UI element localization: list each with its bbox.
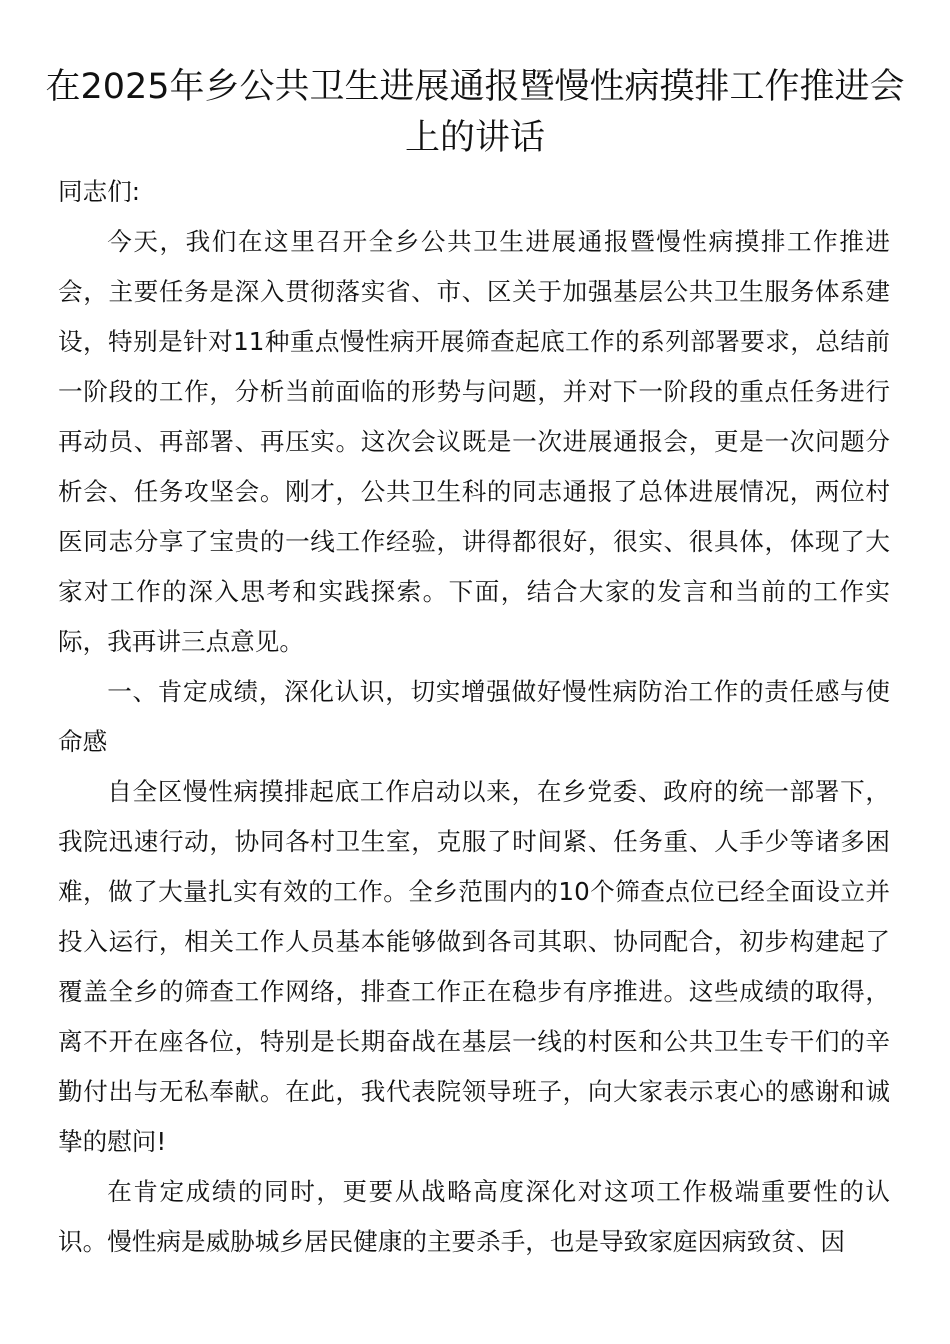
document-title: 在2025年乡公共卫生进展通报暨慢性病摸排工作推进会上的讲话 (45, 67, 905, 158)
salutation: 同志们: (58, 177, 141, 206)
paragraph-intro: 今天，我们在这里召开全乡公共卫生进展通报暨慢性病摸排工作推进会，主要任务是深入贯彻落实省、市、区关于加强基层公共卫生服务体系建设，特别是针对11种重点慢性病开展筛查起底工作的系列部署要求，总结前一阶段的工作，分析当前面临的形势与问题，并对下一阶段的重点任务进行再动员、再部署、再压实。这次会议既是一次进展通报会，更是一次问题分析会、任务攻坚会。刚才，公共卫生科的同志通报了总体进展情况，两位村医同志分享了宝贵的一线工作经验，讲得都很好，很实、很具体，体现了大家对工作的深入思考和实践探索。下面，结合大家的发言和当前的工作实际，我再讲三点意见。 (58, 227, 890, 656)
paragraph-achievements: 自全区慢性病摸排起底工作启动以来，在乡党委、政府的统一部署下，我院迅速行动，协同各村卫生室，克服了时间紧、任务重、人手少等诸多困难，做了大量扎实有效的工作。全乡范围内的10个筛查点位已经全面设立并投入运行，相关工作人员基本能够做到各司其职、协同配合，初步构建起了覆盖全乡的筛查工作网络，排查工作正在稳步有序推进。这些成绩的取得，离不开在座各位，特别是长期奋战在基层一线的村医和公共卫生专干们的辛勤付出与无私奉献。在此，我代表院领导班子，向大家表示衷心的感谢和诚挚的慰问! (58, 777, 890, 1156)
section-heading-1: 一、肯定成绩，深化认识，切实增强做好慢性病防治工作的责任感与使命感 (58, 677, 890, 756)
document-body (58, 167, 890, 1267)
paragraph-importance: 在肯定成绩的同时，更要从战略高度深化对这项工作极端重要性的认识。慢性病是威胁城乡居民健康的主要杀手，也是导致家庭因病致贫、因 (58, 1177, 890, 1256)
